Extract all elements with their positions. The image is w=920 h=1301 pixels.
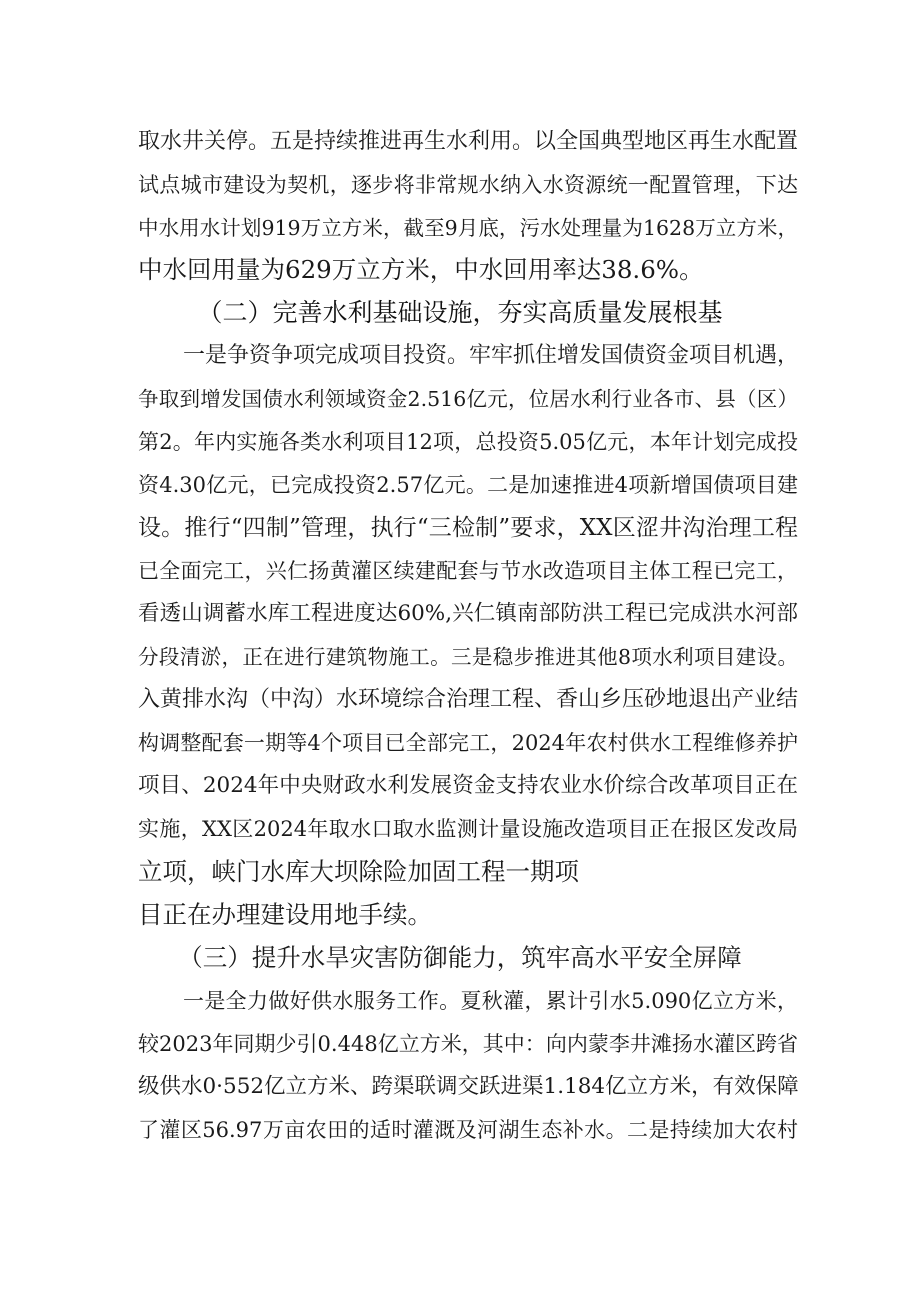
- paragraph-line: 设。推行“四制”管理，执行“三检制”要求，XX区涩井沟治理工程: [138, 515, 798, 541]
- paragraph-line: 构调整配套一期等4个项目已全部完工，2024年农村供水工程维修养护: [138, 731, 798, 755]
- paragraph-line: 取水井关停。五是持续推进再生水利用。以全国典型地区再生水配置: [138, 129, 799, 154]
- paragraph-line: 级供水0·552亿立方米、跨渠联调交跃进渠1.184亿立方米，有效保障: [138, 1074, 799, 1099]
- paragraph-line: 了灌区56.97万亩农田的适时灌溉及河湖生态补水。二是持续加大农村: [138, 1118, 798, 1142]
- paragraph-line: 已全面完工，兴仁扬黄灌区续建配套与节水改造项目主体工程已完工，: [138, 559, 798, 583]
- section-heading-infrastructure: （二）完善水利基础设施，夯实高质量发展根基: [197, 298, 723, 327]
- paragraph-line: 项目、2024年中央财政水利发展资金支持农业水价综合改革项目正在: [138, 773, 798, 798]
- paragraph-line: 入黄排水沟（中沟）水环境综合治理工程、香山乡压砂地退出产业结: [138, 687, 799, 712]
- paragraph-line: 目正在办理建设用地手续。: [138, 900, 432, 929]
- paragraph-line: 第2。年内实施各类水利项目12项，总投资5.05亿元，本年计划完成投: [138, 430, 798, 454]
- paragraph-line: 较2023年同期少引0.448亿立方米，其中：向内蒙李井滩扬水灌区跨省: [138, 1032, 798, 1056]
- paragraph-line: 中水用水计划919万立方米，截至9月底，污水处理量为1628万立方米，: [138, 216, 798, 240]
- paragraph-line: 一是争资争项完成项目投资。牢牢抓住增发国债资金项目机遇，: [183, 343, 800, 368]
- paragraph-line: 一是全力做好供水服务工作。夏秋灌，累计引水5.090亿立方米，: [183, 989, 798, 1013]
- paragraph-line: 试点城市建设为契机，逐步将非常规水纳入水资源统一配置管理，下达: [138, 173, 798, 197]
- paragraph-line: 资4.30亿元，已完成投资2.57亿元。二是加速推进4项新增国债项目建: [138, 473, 798, 497]
- paragraph-line: 中水回用量为629万立方米，中水回用率达38.6%。: [138, 255, 704, 284]
- section-heading-disaster-defense: （三）提升水旱灾害防御能力，筑牢高水平安全屏障: [178, 943, 742, 972]
- paragraph-line: 分段清淤，正在进行建筑物施工。三是稳步推进其他8项水利项目建设。: [138, 645, 798, 669]
- paragraph-line: 争取到增发国债水利领域资金2.516亿元，位居水利行业各市、县（区）: [138, 387, 798, 411]
- paragraph-line: 实施，XX区2024年取水口取水监测计量设施改造项目正在报区发改局: [138, 817, 798, 841]
- paragraph-line: 看透山调蓄水库工程进度达60%,兴仁镇南部防洪工程已完成洪水河部: [138, 601, 798, 626]
- paragraph-line: 立项，峡门水库大坝除险加固工程一期项: [138, 857, 579, 886]
